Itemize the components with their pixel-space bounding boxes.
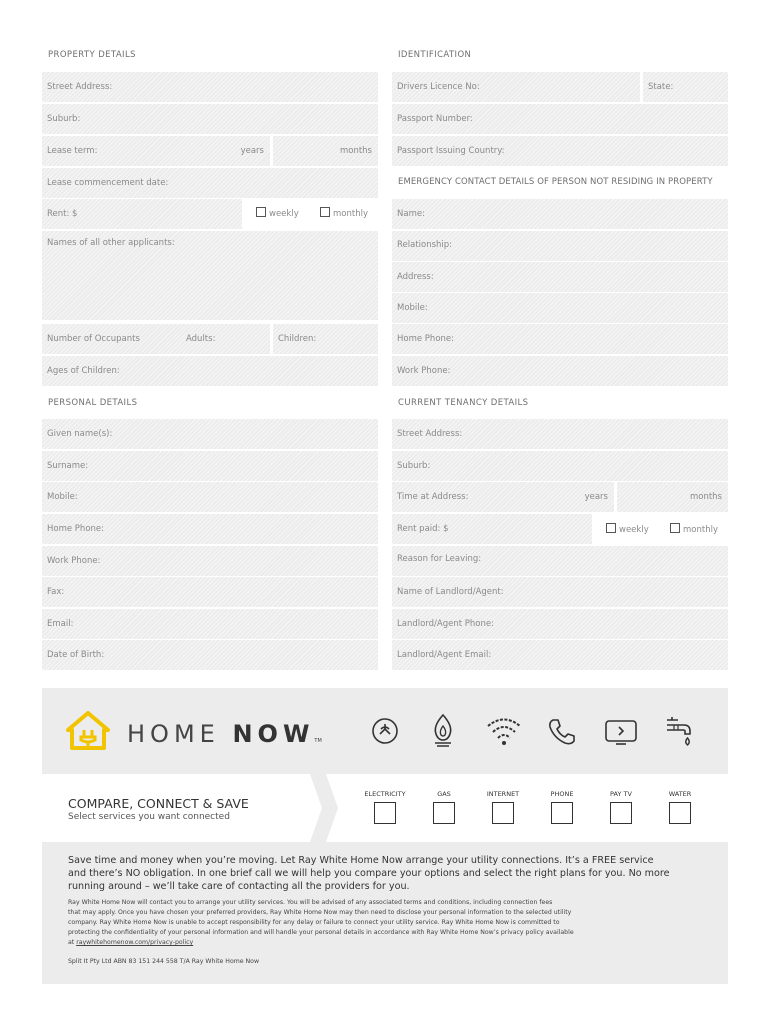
given-names-label: Given name(s): — [47, 429, 113, 439]
years-label: years — [240, 146, 264, 156]
time-at-address-years-field[interactable] — [392, 482, 614, 512]
rent-label: Rent: $ — [47, 209, 78, 219]
passport-field[interactable] — [392, 104, 728, 134]
gas-label: GAS — [437, 790, 451, 798]
pay-tv-label: PAY TV — [610, 790, 632, 798]
rent-field[interactable] — [42, 199, 242, 229]
electricity-label: ELECTRICITY — [364, 790, 406, 798]
state-field[interactable] — [643, 72, 728, 102]
suburb-field[interactable] — [42, 104, 378, 134]
home-now-banner — [42, 688, 728, 984]
emergency-home-phone-label: Home Phone: — [397, 334, 454, 344]
emergency-work-phone-field[interactable] — [392, 356, 728, 386]
landlord-name-field[interactable] — [392, 577, 728, 607]
children-field[interactable] — [273, 324, 378, 354]
adults-field[interactable] — [42, 324, 270, 354]
tenancy-months-label: months — [689, 492, 722, 502]
reason-leaving-field[interactable] — [392, 546, 728, 576]
intro-paragraph — [68, 854, 670, 893]
ages-children-field[interactable] — [42, 356, 378, 386]
landlord-phone-field[interactable] — [392, 609, 728, 639]
rent-paid-weekly-option[interactable] — [606, 523, 649, 535]
passport-label: Passport Number: — [397, 114, 473, 124]
property-details-heading: PROPERTY DETAILS — [48, 50, 136, 60]
work-phone-label: Work Phone: — [47, 556, 101, 566]
home-now-logo-icon — [64, 710, 112, 752]
lease-commencement-field[interactable] — [42, 168, 378, 198]
tenancy-suburb-field[interactable] — [392, 451, 728, 481]
email-label: Email: — [47, 619, 74, 629]
licence-field[interactable] — [392, 72, 640, 102]
dob-field[interactable] — [42, 640, 378, 670]
fax-field[interactable] — [42, 577, 378, 607]
emergency-home-phone-field[interactable] — [392, 324, 728, 354]
phone-icon — [547, 717, 577, 747]
given-names-field[interactable] — [42, 419, 378, 449]
other-applicants-field[interactable] — [42, 231, 378, 320]
street-address-field[interactable] — [42, 72, 378, 102]
pay-tv-checkbox[interactable] — [610, 802, 632, 824]
monthly-label: monthly — [333, 209, 368, 219]
rent-paid-weekly-checkbox[interactable] — [606, 523, 616, 533]
intro-line-2: and there’s NO obligation. In one brief call we will help you compare your options and select the right plans for you. No more — [68, 868, 670, 879]
reason-leaving-label: Reason for Leaving: — [397, 554, 482, 564]
adults-label: Adults: — [186, 334, 216, 344]
water-label: WATER — [668, 790, 692, 798]
internet-checkbox[interactable] — [492, 802, 514, 824]
tenancy-street-label: Street Address: — [397, 429, 463, 439]
logo-now-text: NOW — [232, 720, 315, 748]
home-now-wordmark — [127, 720, 322, 748]
tenancy-street-field[interactable] — [392, 419, 728, 449]
home-phone-field[interactable] — [42, 514, 378, 544]
rent-paid-monthly-label: monthly — [683, 525, 718, 535]
water-icon — [664, 714, 696, 748]
lease-term-label: Lease term: — [47, 146, 98, 156]
emergency-address-field[interactable] — [392, 262, 728, 292]
internet-icon — [485, 716, 523, 748]
intro-line-3: running around – we’ll take care of contacting all the providers for you. — [68, 881, 410, 892]
emergency-heading: EMERGENCY CONTACT DETAILS OF PERSON NOT RESIDING IN PROPERTY — [398, 177, 713, 187]
phone-checkbox[interactable] — [551, 802, 573, 824]
water-checkbox[interactable] — [669, 802, 691, 824]
compare-subheading: Select services you want connected — [68, 812, 230, 822]
children-label: Children: — [278, 334, 317, 344]
passport-country-label: Passport Issuing Country: — [397, 146, 505, 156]
other-applicants-label: Names of all other applicants: — [47, 238, 175, 248]
emergency-work-phone-label: Work Phone: — [397, 366, 451, 376]
monthly-checkbox[interactable] — [320, 207, 330, 217]
surname-label: Surname: — [47, 461, 89, 471]
compare-heading: COMPARE, CONNECT & SAVE — [68, 796, 249, 811]
surname-field[interactable] — [42, 451, 378, 481]
landlord-name-label: Name of Landlord/Agent: — [397, 587, 504, 597]
rent-paid-monthly-option[interactable] — [670, 523, 718, 535]
tenancy-years-label: years — [584, 492, 608, 502]
gas-icon — [430, 712, 456, 748]
occupants-label: Number of Occupants — [47, 334, 140, 344]
time-at-address-label: Time at Address: — [397, 492, 469, 502]
street-address-label: Street Address: — [47, 82, 113, 92]
rent-paid-monthly-checkbox[interactable] — [670, 523, 680, 533]
rent-weekly-option[interactable] — [256, 207, 299, 219]
privacy-policy-link[interactable]: raywhitehomenow.com/privacy-policy — [76, 939, 194, 946]
fine-line-5 — [68, 938, 574, 948]
chevron-divider-icon — [310, 774, 340, 842]
fine-line-3: company. Ray White Home Now is unable to accept responsibility for any delay or failure to connect your utility service. Ray White Home Now is committed to — [68, 919, 560, 926]
company-line: Split It Pty Ltd ABN 83 151 244 558 T/A Ray White Home Now — [68, 958, 260, 965]
gas-checkbox[interactable] — [433, 802, 455, 824]
rent-paid-field[interactable] — [392, 514, 592, 544]
rent-paid-weekly-label: weekly — [619, 525, 649, 535]
ages-children-label: Ages of Children: — [47, 366, 120, 376]
emergency-name-field[interactable] — [392, 199, 728, 229]
months-label: months — [339, 146, 372, 156]
licence-label: Drivers Licence No: — [397, 82, 480, 92]
emergency-address-label: Address: — [397, 272, 434, 282]
identification-heading: IDENTIFICATION — [398, 50, 472, 60]
info-panel — [42, 842, 728, 984]
logo-tm-text: TM — [314, 738, 322, 744]
fine-line-4: protecting the confidentiality of your personal information and will handle your personal details in accordance with Ray White Home Now’s privacy policy available — [68, 929, 574, 936]
lease-commencement-label: Lease commencement date: — [47, 178, 169, 188]
suburb-label: Suburb: — [47, 114, 81, 124]
mobile-label: Mobile: — [47, 492, 78, 502]
weekly-checkbox[interactable] — [256, 207, 266, 217]
phone-label: PHONE — [550, 790, 574, 798]
landlord-email-field[interactable] — [392, 640, 728, 670]
logo-home-text: HOME — [127, 720, 220, 748]
intro-line-1: Save time and money when you’re moving. Let Ray White Home Now arrange your utility connections. It’s a FREE service — [68, 855, 654, 866]
relationship-label: Relationship: — [397, 240, 453, 250]
lease-term-months-field[interactable] — [273, 136, 378, 166]
tenancy-suburb-label: Suburb: — [397, 461, 431, 471]
current-tenancy-heading: CURRENT TENANCY DETAILS — [398, 398, 529, 408]
state-label: State: — [648, 82, 674, 92]
fine-line-2: that may apply. Once you have chosen your preferred providers, Ray White Home Now may then need to disclose your personal information to the selected utility — [68, 909, 572, 916]
home-phone-label: Home Phone: — [47, 524, 104, 534]
emergency-name-label: Name: — [397, 209, 425, 219]
time-at-address-months-field[interactable] — [617, 482, 728, 512]
landlord-phone-label: Landlord/Agent Phone: — [397, 619, 494, 629]
dob-label: Date of Birth: — [47, 650, 105, 660]
relationship-field[interactable] — [392, 231, 728, 261]
electricity-checkbox[interactable] — [374, 802, 396, 824]
rent-paid-label: Rent paid: $ — [397, 524, 449, 534]
rent-monthly-option[interactable] — [320, 207, 368, 219]
fine-line-1: Ray White Home Now will contact you to arrange your utility services. You will be advised of any associated terms and conditions, including connection fees — [68, 899, 553, 906]
passport-country-field[interactable] — [392, 136, 728, 166]
work-phone-field[interactable] — [42, 546, 378, 576]
landlord-email-label: Landlord/Agent Email: — [397, 650, 492, 660]
electricity-icon — [370, 716, 400, 746]
pay-tv-icon — [604, 718, 638, 746]
fax-label: Fax: — [47, 587, 65, 597]
services-row — [42, 774, 728, 842]
logo-row — [42, 688, 728, 774]
emergency-mobile-field[interactable] — [392, 293, 728, 323]
lease-term-years-field[interactable] — [42, 136, 270, 166]
mobile-field[interactable] — [42, 482, 378, 512]
fine-print — [68, 898, 574, 948]
personal-details-heading: PERSONAL DETAILS — [48, 398, 138, 408]
email-field[interactable] — [42, 609, 378, 639]
fine-line-5-prefix: at — [68, 939, 77, 946]
internet-label: INTERNET — [486, 790, 520, 798]
emergency-mobile-label: Mobile: — [397, 303, 428, 313]
weekly-label: weekly — [269, 209, 299, 219]
